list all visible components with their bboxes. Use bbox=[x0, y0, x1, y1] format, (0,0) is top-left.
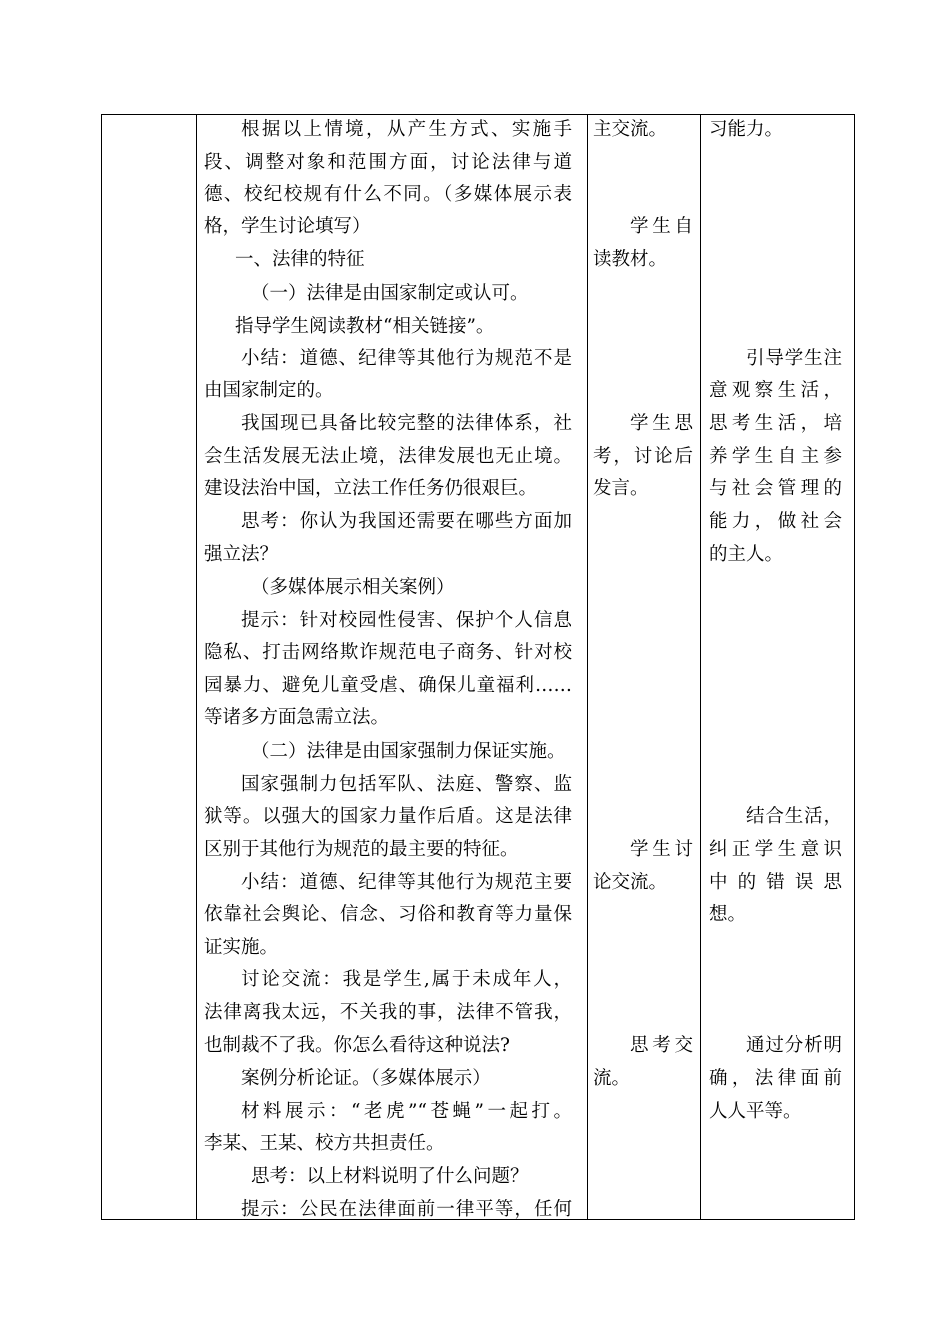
text-line: 德、校纪校规有什么不同。（多媒体展示表 bbox=[204, 184, 572, 205]
text-line: 案例分析论证。（多媒体展示） bbox=[241, 1068, 491, 1089]
text-line: 狱等。以强大的国家力量作后盾。这是法律 bbox=[204, 806, 572, 827]
text-line: 引导学生注 bbox=[746, 348, 842, 369]
text-line: 等诸多方面急需立法。 bbox=[204, 707, 390, 728]
text-line: 读教材。 bbox=[593, 249, 668, 270]
student-activity-cell bbox=[588, 115, 701, 1220]
text-line: 学生讨 bbox=[630, 839, 693, 860]
text-line: 强立法？ bbox=[204, 544, 279, 565]
design-intent-cell bbox=[701, 115, 855, 1220]
text-line: 学生思 bbox=[630, 413, 693, 434]
text-line: 中的错误思 bbox=[709, 872, 842, 893]
text-line: 思考交 bbox=[630, 1035, 693, 1056]
text-line: 依靠社会舆论、信念、习俗和教育等力量保 bbox=[204, 904, 572, 925]
table-row bbox=[102, 115, 855, 1220]
text-line: 养学生自主参 bbox=[709, 446, 842, 467]
text-line: 发言。 bbox=[593, 478, 649, 499]
text-line: 指导学生阅读教材“相关链接”。 bbox=[235, 316, 495, 337]
text-line: 确，法律面前 bbox=[709, 1068, 842, 1089]
text-line: 园暴力、避免儿童受虐、确保儿童福利…… bbox=[204, 675, 572, 696]
text-line: 一、法律的特征 bbox=[235, 249, 365, 270]
text-line: 纠正学生意识 bbox=[709, 839, 842, 860]
text-line: 建设法治中国，立法工作任务仍很艰巨。 bbox=[204, 478, 538, 499]
text-line: 流。 bbox=[593, 1068, 631, 1089]
text-line: 提示：针对校园性侵害、保护个人信息 bbox=[241, 610, 572, 631]
text-line: 国家强制力包括军队、法庭、警察、监 bbox=[241, 774, 572, 795]
text-line: 能力，做社会 bbox=[709, 511, 842, 532]
text-line: 结合生活， bbox=[746, 806, 842, 827]
text-line: （二）法律是由国家强制力保证实施。 bbox=[251, 741, 566, 762]
lesson-plan-table bbox=[101, 114, 855, 1220]
empty-cell bbox=[102, 115, 197, 1220]
text-line: 李某、王某、校方共担责任。 bbox=[204, 1133, 445, 1154]
text-line: 主交流。 bbox=[593, 119, 668, 140]
text-line: 思考：以上材料说明了什么问题？ bbox=[251, 1166, 529, 1187]
text-line: 讨论交流：我是学生,属于未成年人， bbox=[241, 969, 572, 990]
text-line: 区别于其他行为规范的最主要的特征。 bbox=[204, 839, 519, 860]
text-line: 根据以上情境，从产生方式、实施手 bbox=[241, 119, 572, 140]
text-line: 由国家制定的。 bbox=[204, 380, 334, 401]
text-line: 段、调整对象和范围方面，讨论法律与道 bbox=[204, 152, 572, 173]
text-line: 证实施。 bbox=[204, 937, 279, 958]
text-line: 通过分析明 bbox=[746, 1035, 842, 1056]
text-line: 人人平等。 bbox=[709, 1101, 802, 1122]
text-line: 格，学生讨论填写） bbox=[204, 216, 371, 237]
teaching-process-cell bbox=[197, 115, 588, 1220]
text-line: 的主人。 bbox=[709, 544, 784, 565]
text-line: 学生自 bbox=[630, 216, 693, 237]
text-line: 隐私、打击网络欺诈规范电子商务、针对校 bbox=[204, 642, 572, 663]
text-line: 习能力。 bbox=[709, 119, 784, 140]
text-line: 想。 bbox=[709, 904, 747, 925]
text-line: 材料展示：“老虎”“苍蝇”一起打。 bbox=[241, 1101, 572, 1122]
text-line: 小结：道德、纪律等其他行为规范不是 bbox=[241, 348, 572, 369]
text-line: （一）法律是由国家制定或认可。 bbox=[251, 283, 529, 304]
text-line: 会生活发展无法止境，法律发展也无止境。 bbox=[204, 446, 572, 467]
text-line: 意观察生活， bbox=[709, 380, 842, 401]
text-line: 考，讨论后 bbox=[593, 446, 693, 467]
text-line: 我国现已具备比较完整的法律体系，社 bbox=[241, 413, 572, 434]
text-line: 论交流。 bbox=[593, 872, 668, 893]
text-line: 与社会管理的 bbox=[709, 478, 842, 499]
text-line: 提示：公民在法律面前一律平等，任何 bbox=[241, 1199, 572, 1220]
text-line: 法律离我太远，不关我的事，法律不管我， bbox=[204, 1002, 572, 1023]
text-line: 思考生活，培 bbox=[709, 413, 842, 434]
text-line: 也制裁不了我。你怎么看待这种说法? bbox=[204, 1035, 510, 1056]
text-line: 思考：你认为我国还需要在哪些方面加 bbox=[241, 511, 572, 532]
text-line: （多媒体展示相关案例） bbox=[251, 577, 455, 598]
text-line: 小结：道德、纪律等其他行为规范主要 bbox=[241, 872, 572, 893]
